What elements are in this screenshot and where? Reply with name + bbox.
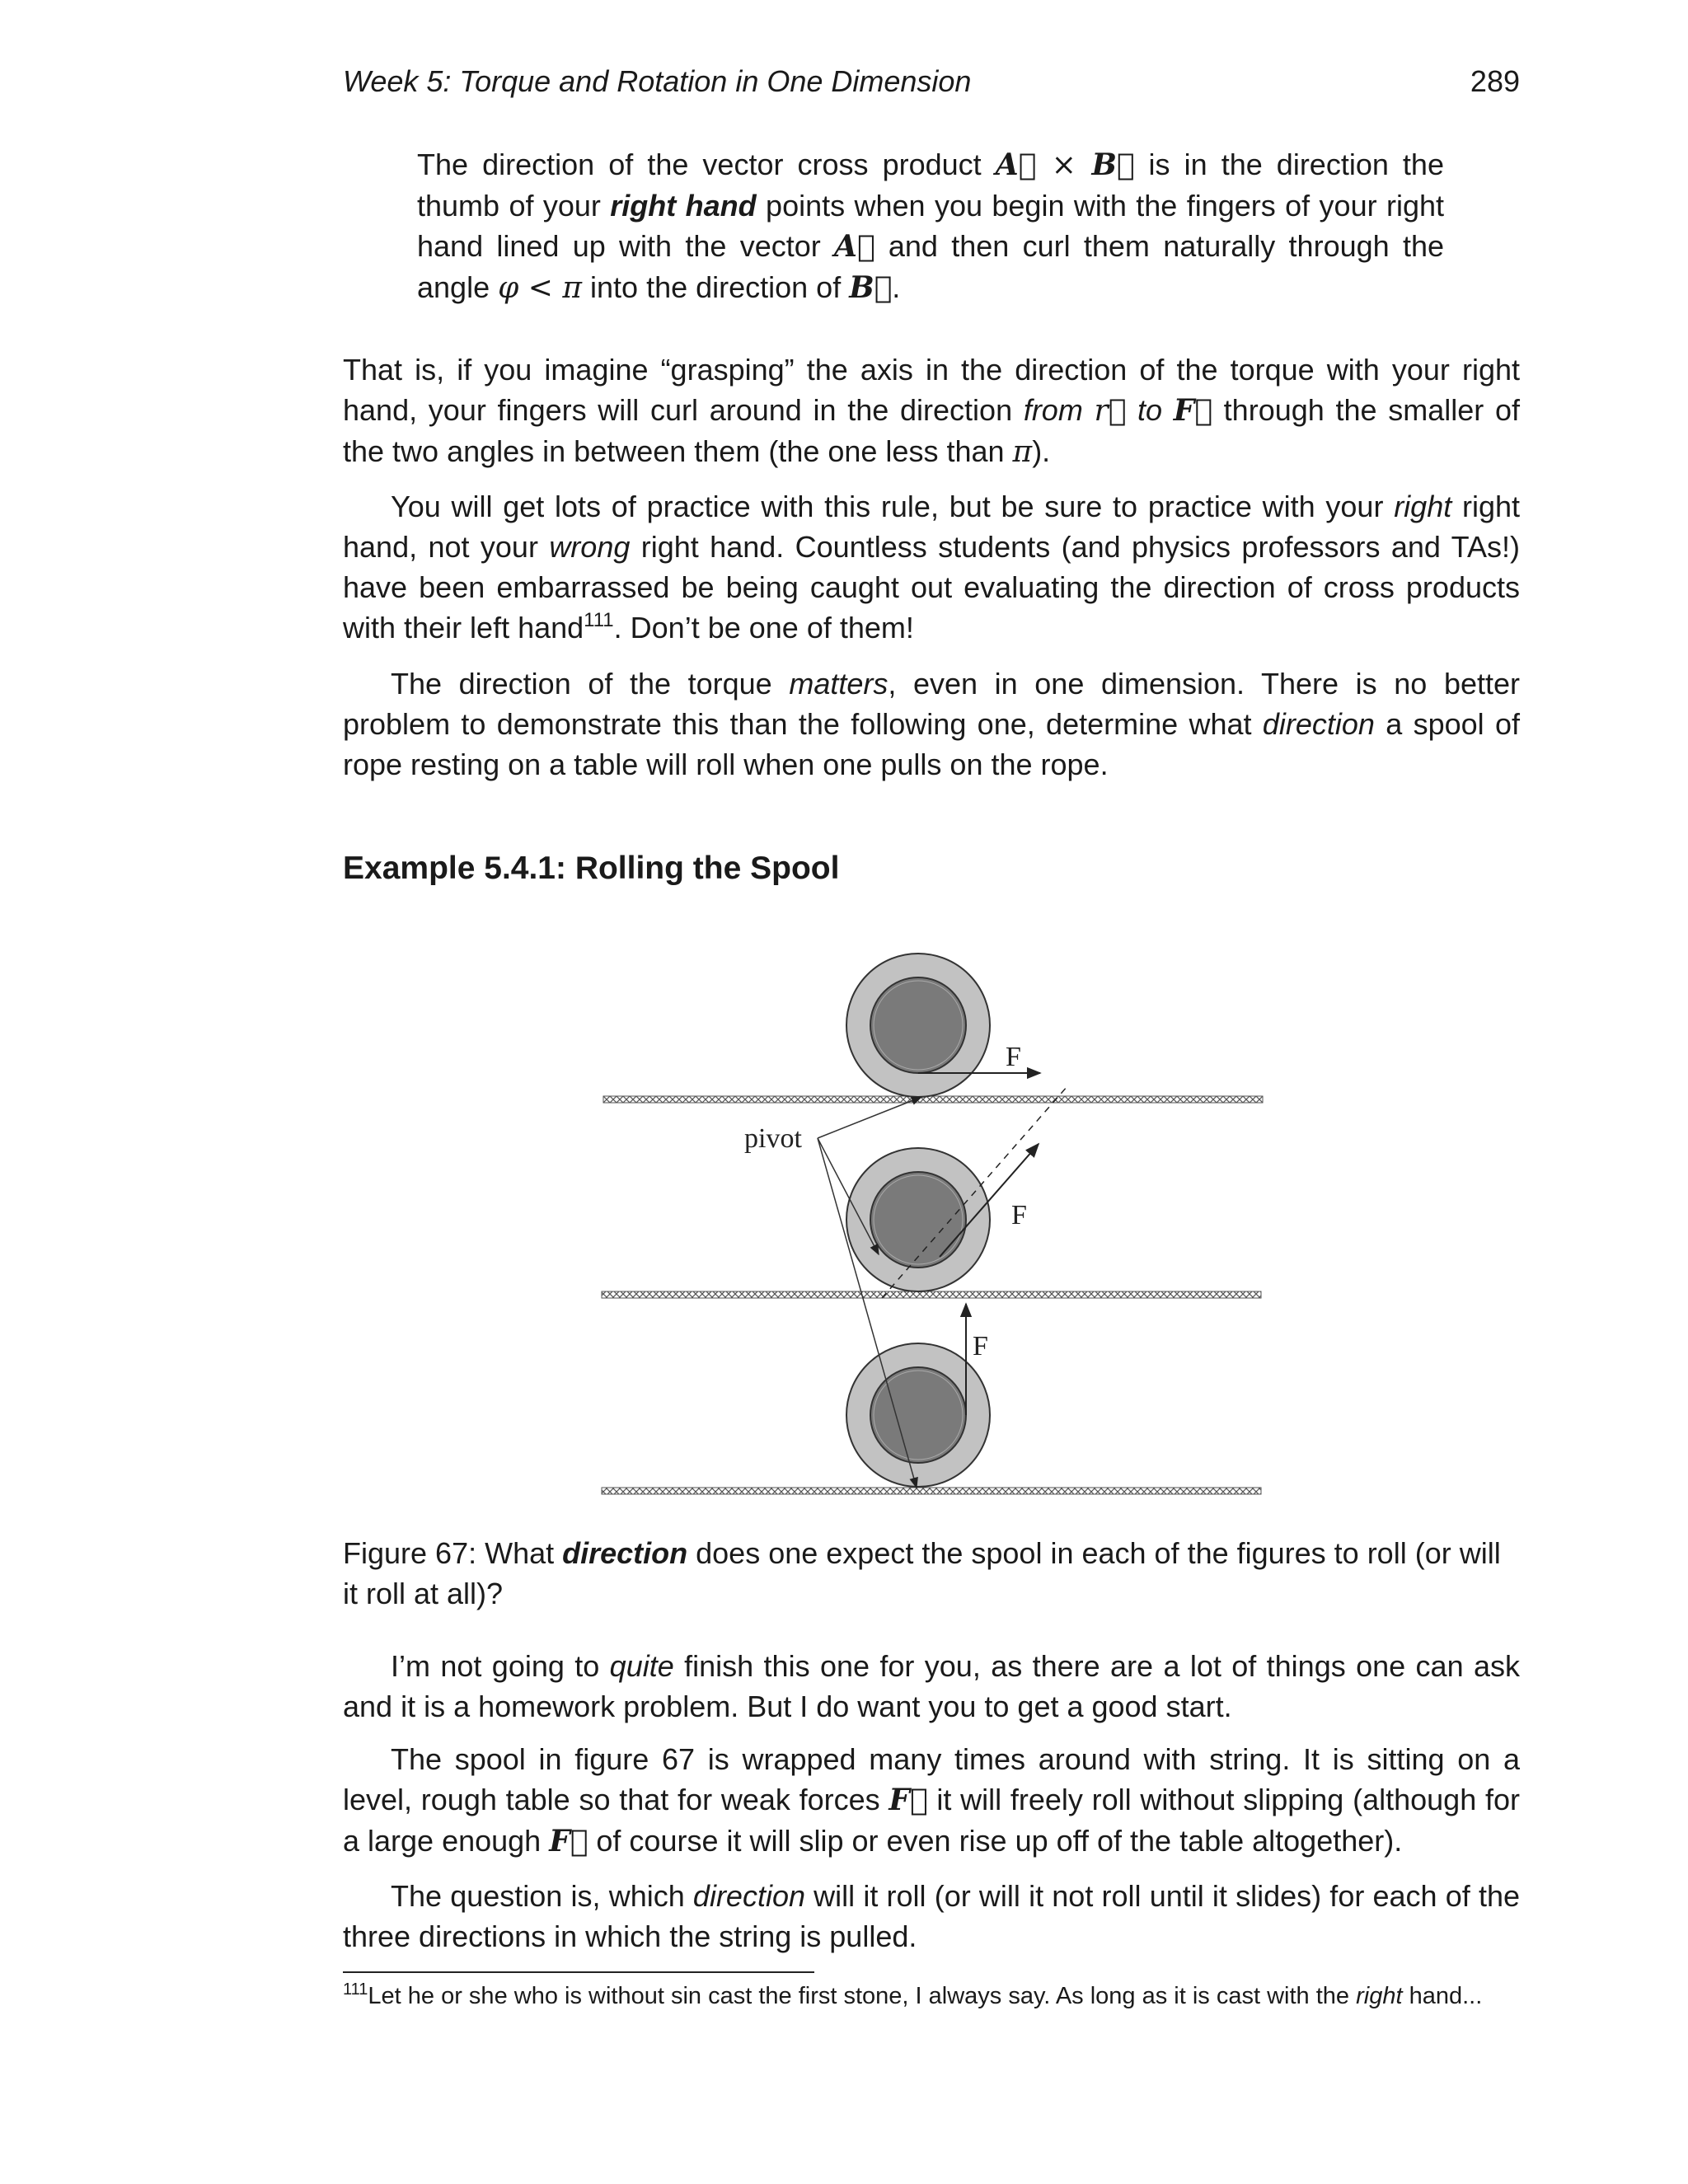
vector-a: A (834, 229, 875, 264)
text-run: does one expect the spool in each of the figures to roll (or will it roll at all)? (343, 1536, 1501, 1610)
figure-caption (343, 1533, 1520, 1614)
vector-b: B (1091, 148, 1135, 182)
text-run: You will get lots of practice with this rule, but be sure to practice with your (391, 490, 1395, 523)
vector-f: F (1173, 393, 1212, 428)
text-run: finish this one for you, as there are a lot of things one can ask and it is a homework problem. But I do want you to get a good start. (343, 1649, 1520, 1723)
text-run: hand... (1402, 1983, 1483, 2009)
text-run: That is, if you imagine “grasping” the axis in the direction of the torque with your right hand, your fingers will curl around in the direction (343, 353, 1520, 427)
footnote-ref[interactable]: 111 (584, 609, 614, 631)
paragraph (343, 486, 1520, 648)
emphasis-right: right (1356, 1983, 1403, 2009)
spool-2 (846, 1148, 990, 1291)
text-run: of course it will slip or even rise up off of the table altogether). (588, 1824, 1403, 1858)
text-run: is in the direction the thumb of your (417, 148, 1444, 223)
emphasis-direction: direction (692, 1879, 805, 1913)
emphasis-right-hand: right hand (610, 189, 757, 223)
footnote (343, 1980, 1520, 2013)
text-run: through the smaller of the two angles in between them (the one less than (343, 393, 1520, 468)
running-header (343, 64, 1520, 105)
text-run: . Don’t be one of them! (613, 611, 914, 644)
text-run: The spool in figure 67 is wrapped many times around with string. It is sitting on a level, rough table so that for weak forces (343, 1742, 1520, 1816)
paragraph (343, 349, 1520, 472)
text-run: Figure 67: What (343, 1536, 563, 1570)
text-run: right hand, not your (343, 490, 1520, 564)
text-run: , even in one dimension. There is no better problem to demonstrate this than the following one, determine what (343, 667, 1521, 741)
emphasis-direction: direction (1262, 707, 1375, 741)
force-label-2: F (1011, 1200, 1027, 1230)
text-run: into the direction of (582, 270, 850, 304)
vector-a: A (995, 148, 1037, 182)
text-run: I’m not going to (391, 1649, 610, 1683)
footnote-rule (343, 1971, 814, 1973)
vector-r: r (1094, 394, 1127, 428)
text-run: The direction of the torque (391, 667, 790, 701)
emphasis-from: from (1023, 393, 1095, 427)
text-run: . (892, 270, 901, 304)
angle-inequality: φ < π (498, 271, 583, 305)
emphasis-matters: matters (789, 667, 889, 701)
emphasis-direction: direction (562, 1536, 688, 1570)
spool-1 (846, 954, 990, 1097)
paragraph (343, 663, 1520, 785)
emphasis-to: to (1126, 393, 1174, 427)
vector-f: F (549, 1824, 588, 1858)
text-run: a spool of rope resting on a table will roll when one pulls on the rope. (343, 707, 1520, 781)
pivot-label: pivot (744, 1123, 802, 1154)
footnote-number: 111 (343, 1980, 368, 1999)
chapter-title: Week 5: Torque and Rotation in One Dimension (343, 64, 972, 98)
text-run: The question is, which (391, 1879, 693, 1913)
spool-figure (577, 931, 1302, 1508)
text-run: ). (1032, 434, 1051, 468)
spool-diagram (577, 931, 1302, 1508)
text-run: Let he or she who is without sin cast the first stone, I always say. As long as it is cast with the (368, 1983, 1357, 2009)
emphasis-wrong: wrong (549, 530, 631, 564)
pi-symbol: π (1012, 435, 1033, 469)
right-hand-rule-quote (417, 144, 1444, 308)
text-run: and then curl them naturally through the angle (417, 229, 1444, 304)
table-surface-3 (602, 1488, 1261, 1494)
force-label-3: F (973, 1331, 988, 1361)
text-run: will it roll (or will it not roll until it slides) for each of the three directions in which the string is pulled. (343, 1879, 1521, 1953)
text-run: right hand. Countless students (and physics professors and TAs!) have been embarrassed be being caught out evaluating the direction of cross products with their left hand (343, 530, 1520, 644)
spool-3 (846, 1343, 990, 1487)
table-surface-1 (603, 1096, 1263, 1103)
vector-f: F (889, 1783, 928, 1817)
force-label-1: F (1006, 1042, 1021, 1072)
text-run: points when you begin with the fingers of your right hand lined up with the vector (417, 189, 1444, 263)
vector-b: B (849, 270, 893, 305)
paragraph (343, 1876, 1520, 1957)
paragraph (343, 1646, 1520, 1727)
text-run: The direction of the vector cross product (417, 148, 996, 181)
emphasis-right: right (1394, 490, 1452, 523)
table-surface-2 (602, 1291, 1261, 1298)
paragraph (343, 1739, 1520, 1862)
page-number: 289 (1470, 64, 1520, 98)
text-run: it will freely roll without slipping (although for a large enough (343, 1783, 1520, 1858)
emphasis-quite: quite (609, 1649, 674, 1683)
example-heading: Example 5.4.1: Rolling the Spool (343, 851, 840, 886)
cross-symbol: × (1036, 148, 1092, 182)
